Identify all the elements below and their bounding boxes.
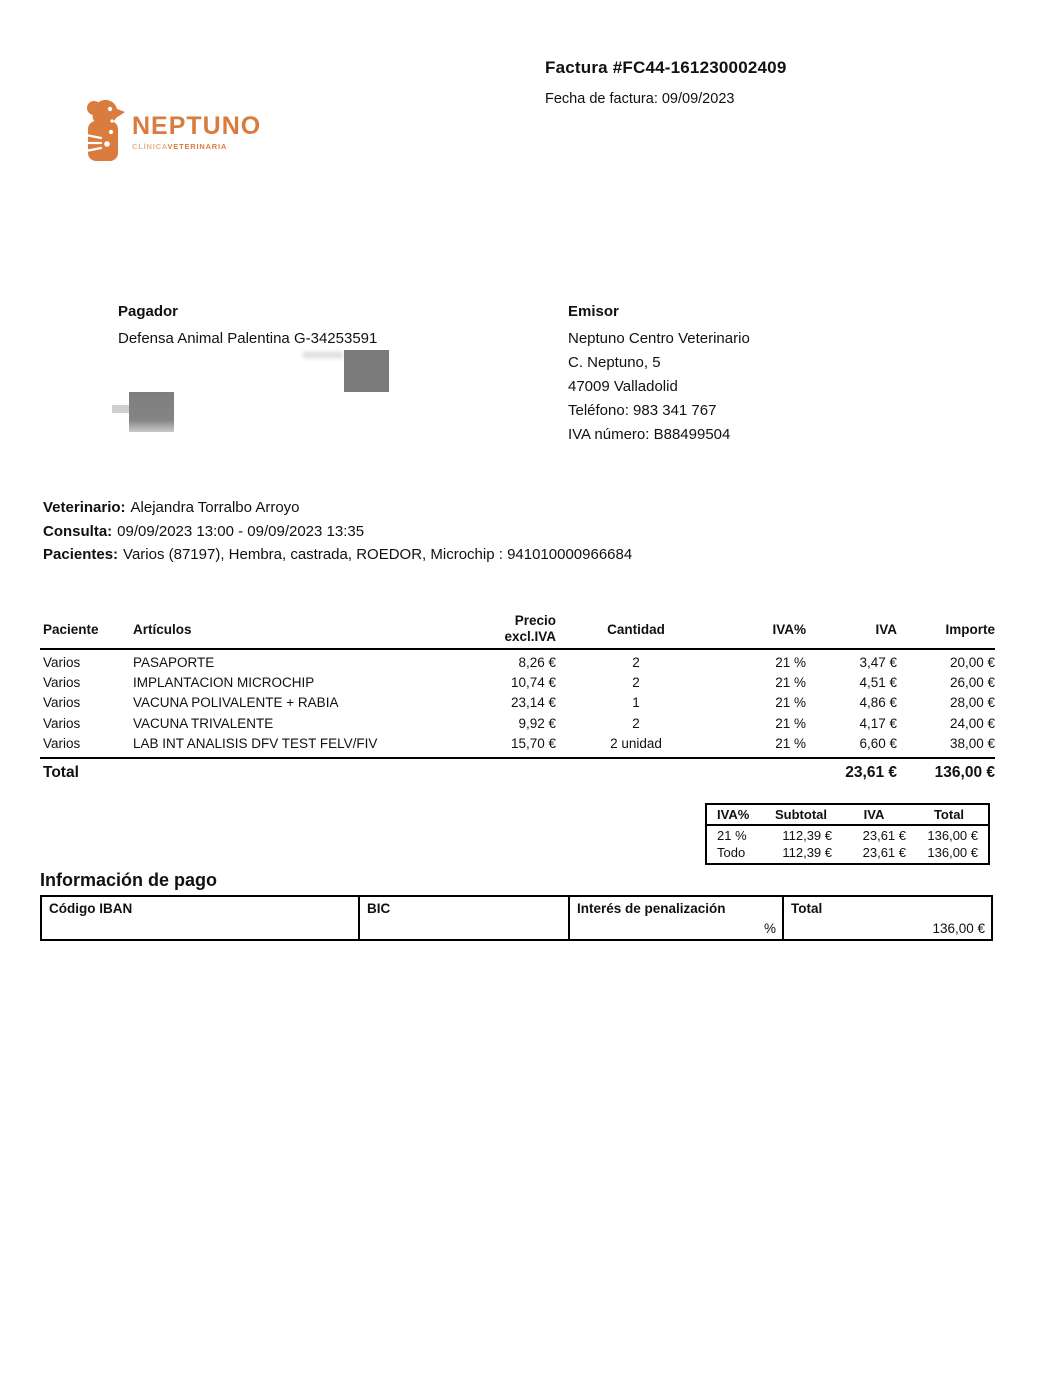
vat-col-subtotal: Subtotal — [775, 807, 827, 822]
items-table-header — [40, 610, 995, 650]
cell-precio: 23,14 € — [510, 695, 556, 711]
issuer-city: 47009 Valladolid — [568, 378, 678, 395]
vet-value: Alejandra Torralbo Arroyo — [130, 499, 300, 516]
cell-cantidad: 2 — [632, 675, 640, 691]
redaction-box-1 — [344, 350, 389, 392]
dog-cat-logo-icon — [85, 97, 125, 161]
vat-col-iva: IVA — [863, 807, 885, 822]
items-table — [40, 610, 995, 787]
redaction-tick — [112, 405, 129, 413]
cell-precio: 10,74 € — [510, 675, 556, 691]
col-paciente: Paciente — [43, 621, 99, 637]
vat-pct: 21 % — [717, 828, 747, 843]
cell-cantidad: 2 — [632, 654, 640, 670]
clinic-logo — [85, 97, 261, 161]
penalty-interest-cell — [570, 897, 784, 939]
col-iva: IVA — [875, 621, 897, 637]
logo-subtitle-veterinaria: VETERINARIA — [167, 142, 228, 151]
col-precio — [423, 613, 556, 645]
payment-total-cell — [784, 897, 991, 939]
cell-iva: 3,47 € — [859, 654, 897, 670]
patients-value: Varios (87197), Hembra, castrada, ROEDOR, Microchip : 941010000966684 — [123, 546, 633, 563]
table-row — [40, 652, 995, 672]
cell-articulo: PASAPORTE — [133, 654, 215, 670]
cell-iva-pct: 21 % — [775, 715, 806, 731]
vat-col-total: Total — [933, 807, 965, 822]
issuer-phone: Teléfono: 983 341 767 — [568, 402, 717, 419]
cell-paciente: Varios — [43, 715, 81, 731]
cell-paciente: Varios — [43, 654, 81, 670]
cell-iva-pct: 21 % — [775, 675, 806, 691]
cell-importe: 20,00 € — [949, 654, 995, 670]
cell-paciente: Varios — [43, 736, 81, 752]
table-row — [40, 713, 995, 733]
invoice-header — [545, 58, 786, 107]
total-iva: 23,61 € — [845, 763, 897, 781]
vat-total: 136,00 € — [927, 845, 978, 860]
visit-info — [43, 496, 632, 567]
table-row — [40, 672, 995, 692]
payment-heading: Información de pago — [40, 870, 218, 890]
consult-label: Consulta: — [43, 522, 113, 540]
cell-articulo: LAB INT ANALISIS DFV TEST FELV/FIV — [133, 736, 378, 752]
vat-summary-table — [705, 803, 990, 865]
vat-summary-body — [707, 826, 988, 863]
cell-iva-pct: 21 % — [775, 736, 806, 752]
col-cantidad: Cantidad — [607, 621, 665, 637]
vet-line — [43, 496, 632, 520]
vat-total: 136,00 € — [927, 828, 978, 843]
logo-subtitle — [132, 142, 261, 151]
cell-paciente: Varios — [43, 675, 81, 691]
cell-iva: 4,17 € — [859, 715, 897, 731]
patients-line — [43, 543, 632, 567]
cell-importe: 38,00 € — [949, 736, 995, 752]
cell-importe: 28,00 € — [949, 695, 995, 711]
cell-articulo: VACUNA POLIVALENTE + RABIA — [133, 695, 339, 711]
vat-row — [707, 827, 988, 844]
cell-iva: 6,60 € — [859, 736, 897, 752]
col-precio-line2: excl.IVA — [504, 629, 556, 644]
cell-articulo: IMPLANTACION MICROCHIP — [133, 675, 315, 691]
redaction-box-2 — [129, 392, 174, 432]
issuer-block — [568, 300, 750, 447]
vat-row — [707, 844, 988, 861]
col-importe: Importe — [945, 621, 995, 637]
payment-total-value: 136,00 € — [932, 921, 985, 936]
cell-cantidad: 1 — [632, 695, 640, 711]
items-table-body — [40, 650, 995, 757]
table-row — [40, 693, 995, 713]
cell-importe: 26,00 € — [949, 675, 995, 691]
cell-articulo: VACUNA TRIVALENTE — [133, 715, 274, 731]
vat-pct: Todo — [717, 845, 746, 860]
total-importe: 136,00 € — [934, 763, 995, 781]
cell-paciente: Varios — [43, 695, 81, 711]
total-label: Total — [43, 763, 79, 781]
cell-iva-pct: 21 % — [775, 695, 806, 711]
cell-importe: 24,00 € — [949, 715, 995, 731]
cell-precio: 9,92 € — [518, 715, 556, 731]
patients-label: Pacientes: — [43, 546, 119, 563]
col-iva-pct: IVA% — [772, 621, 806, 637]
redaction-smudge — [303, 352, 343, 358]
cell-iva-pct: 21 % — [775, 654, 806, 670]
issuer-vat: IVA número: B88499504 — [568, 426, 731, 443]
payer-block — [118, 300, 377, 351]
col-precio-line1: Precio — [514, 612, 556, 628]
invoice-date: Fecha de factura: 09/09/2023 — [545, 91, 735, 107]
payment-table — [40, 895, 993, 941]
logo-text — [132, 97, 261, 151]
cell-precio: 15,70 € — [510, 736, 556, 752]
cell-iva: 4,51 € — [859, 675, 897, 691]
col-articulos: Artículos — [133, 621, 192, 637]
invoice-number: Factura #FC44-161230002409 — [545, 58, 787, 77]
bic-label: BIC — [367, 901, 391, 916]
cell-iva: 4,86 € — [859, 695, 897, 711]
penalty-interest-value: % — [763, 921, 776, 936]
vat-col-pct: IVA% — [717, 807, 750, 822]
payer-name: Defensa Animal Palentina G-34253591 — [118, 330, 378, 347]
logo-subtitle-clinica: CLÍNICA — [132, 142, 168, 151]
iban-label: Código IBAN — [49, 901, 133, 916]
cell-cantidad: 2 — [632, 715, 640, 731]
cell-cantidad: 2 unidad — [610, 736, 662, 752]
issuer-street: C. Neptuno, 5 — [568, 354, 661, 371]
table-row — [40, 734, 995, 754]
vat-subtotal: 112,39 € — [782, 845, 832, 860]
consult-value: 09/09/2023 13:00 - 09/09/2023 13:35 — [117, 522, 365, 540]
vat-summary-header — [707, 805, 988, 826]
penalty-interest-label: Interés de penalización — [577, 901, 726, 916]
vat-subtotal: 112,39 € — [782, 828, 832, 843]
consult-line — [43, 520, 632, 544]
vat-iva: 23,61 € — [862, 845, 906, 860]
payer-heading: Pagador — [118, 303, 179, 320]
payment-total-label: Total — [791, 901, 823, 916]
total-row — [40, 759, 995, 787]
vat-iva: 23,61 € — [862, 828, 906, 843]
logo-name: NEPTUNO — [132, 112, 262, 140]
issuer-name: Neptuno Centro Veterinario — [568, 330, 750, 347]
issuer-heading: Emisor — [568, 303, 619, 320]
bic-cell — [360, 897, 570, 939]
cell-precio: 8,26 € — [518, 654, 556, 670]
iban-cell — [42, 897, 360, 939]
vet-label: Veterinario: — [43, 499, 126, 516]
